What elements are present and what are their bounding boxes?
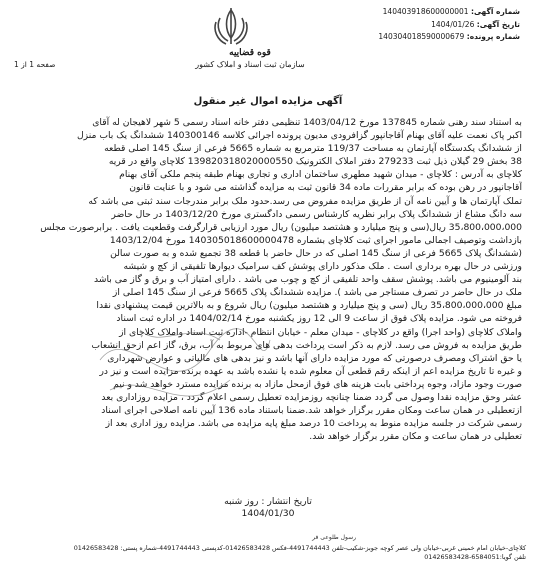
- body-line: مبلغ 35،800،000،000 ریال (سی و پنج میلیارد و هشتصد میلیون) ریال شروع و به بالاترین قیمت پیشنهادی نقدا: [96, 300, 522, 312]
- body-line: به استناد سند رهنی شماره 137845 مورخ 1403/04/12 تنظیمی دفتر خانه اسناد رسمی 5 شهر لاهیجان له آقای: [92, 117, 522, 128]
- footer-address: [10, 544, 526, 562]
- body-line: از ششدانگ یکدستگاه آپارتمان به مساحت 119/37 مترمربع به شماره 5665 فرعی از سنگ 145 اصلی قطعه: [104, 143, 522, 155]
- body-line: ازتعطیلی در همان ساعت ومکان مقرر برگزار خواهد شد.ضمنا باستناد ماده 136 آیین نامه اصلاحی اجرای اسناد: [101, 405, 522, 417]
- page-title: آگهی مزایده اموال غیر منقول: [193, 96, 343, 107]
- footer-line: کلاچای-خیابان امام خمینی غربی-خیابان ولی عصر کوچه جوبز-شکیب-تلفن 4491744443-فکس 01426583428-کدپستی 4491744443-شماره پستی: 01426583428: [73, 544, 526, 552]
- file-number-label: شماره پرونده:: [466, 32, 520, 41]
- body-line: یا حق اشتراک ومصرف درصورتی که مورد مزایده دارای آنها باشد و نیز بدهی های مالیاتی و عوارض شهرداری: [107, 352, 522, 364]
- publish-date-value: 1404/01/30: [241, 508, 295, 519]
- ad-metadata: [330, 6, 520, 44]
- ad-date-value: 1404/01/26: [431, 19, 475, 29]
- body-line: طریق مزایده به فروش می رسد. لازم به ذکر است پرداخت بدهی های مربوط به آب، برق، گاز اعم ازحق انشعاب: [91, 339, 522, 351]
- publish-date-label: تاریخ انتشار : روز شنبه: [224, 496, 312, 507]
- iran-emblem-icon: [208, 4, 254, 50]
- ad-number-value: 140403918600000001: [382, 7, 469, 16]
- body-line: واملاک کلاچای (واحد اجرا) واقع در کلاچای - میدان معلم - خیابان انتظام -اداره ثبت اسناد واملاک کلاچای از: [119, 326, 522, 338]
- publish-date: [0, 496, 536, 520]
- body-line: و غیره تا تاریخ مزایده اعم از اینکه رقم قطعی آن معلوم شده یا نشده باشد به عهده برنده مزایده است و نیز در: [99, 365, 522, 377]
- body-line: ملک در حال حاضر در تصرف مستاجر می باشد ). مزایده ششدانگ پلاک 5665 فرعی از سنگ 145 اصلی از: [112, 287, 522, 299]
- body-line: صورت وجود مازاد، وجوه پرداختی بابت هزینه های فوق ازمحل مازاد به برنده مزایده مسترد خواهد شد و نیم: [113, 378, 522, 390]
- org-subtitle: سازمان ثبت اسناد و املاک کشور: [195, 60, 305, 69]
- notice-body: [14, 116, 522, 443]
- body-line: سه دانگ مشاع از ششدانگ پلاک برابر نظریه کارشناس رسمی دادگستری مورخ 1403/12/20 در حال حاضر: [111, 208, 522, 220]
- body-line: بند آلومینیوم می باشد. پوشش سقف واحد تلفیقی از کچ و چوب می باشد . دارای امتیاز آب و برق و گاز می باشد: [93, 274, 522, 286]
- ad-date-label: تاریخ آگهی:: [476, 19, 520, 29]
- ad-number-label: شماره آگهی:: [470, 7, 520, 16]
- body-line: رسمی شرکت در جلسه مزایده منوط به پرداخت 10 درصد مبلغ پایه مزایده می باشد. مزایده روز اداری بعد از: [105, 418, 522, 430]
- org-name: قوه قضاییه: [229, 48, 271, 58]
- body-line: اکبر پاک نعمت علیه آقای بهنام آقاجانپور گزافرودی مدیون پرونده اجرائی کلاسه 140300146 ششدانگ یک باب منزل: [76, 130, 522, 142]
- ad-date-row: [330, 19, 520, 32]
- body-line: کلاچای به آدرس : کلاچای - میدان شهید مطهری ساختمان اداری و تجاری بهنام طبقه پنجم ملکی آقای بهنام: [119, 169, 522, 181]
- body-line: آقاجانپور در رهن بوده که برابر مقررات ماده 34 قانون ثبت به مزایده گذاشته می شود و با عنایت قانون: [129, 182, 522, 194]
- body-line: 38 بخش 29 گیلان ذیل ثبت 279233 دفتر املاک الکترونیک 139820318020000550 کلاچای واقع در قریه: [108, 156, 522, 168]
- body-line: (ششدانگ پلاک 5665 فرعی از سنگ 145 اصلی که در حال حاضر با قطعه 38 تجمیع شده و به صورت سالن: [110, 247, 522, 259]
- body-line: 35،800،000،000 ریال(سی و پنج میلیارد و هشتصد میلیون) ریال مورد ارزیابی قرارگرفت وقطعیت یافت . برابرصورت مجلس: [40, 221, 522, 233]
- body-line: فروخته می شود. مزایده پلاک فوق از ساعت 9 الی 12 روز یکشنبه مورخ 1404/02/14 در اداره ثبت اسناد: [116, 313, 522, 325]
- organization-header: [150, 48, 350, 70]
- body-line: بازداشت وتوصیف اجمالی مامور اجرای ثبت کلاچای بشماره 140305018600000478 مورخ 1403/12/04: [109, 234, 522, 246]
- body-line: ورزشی در حال بهره برداری است . ملک مذکور دارای پوشش کف سرامیک دیوارها تلفیقی از کچ و شیشه: [123, 261, 522, 273]
- file-number-value: 140304018590000679: [378, 32, 465, 41]
- page-number: صفحه 1 از 1: [14, 60, 56, 69]
- body-line: تعطیلی در همان ساعت و مکان مقرر برگزار خواهد شد.: [309, 431, 522, 443]
- signature-name: رسول طلوعی فر: [312, 534, 356, 541]
- file-number-row: [330, 31, 520, 44]
- ad-number-row: [330, 6, 520, 19]
- body-line: عشر وحق مزایده نقدا وصول می گردد ضمنا چنانچه روزمزایده تعطیل رسمی اعلام گردد ، مزایده روزاداری بعد: [101, 391, 522, 403]
- body-line: تملک آپارتمان ها و آیین نامه آن از طریق مزایده مفروض می رسد.حدود ملک برابر مندرجات سند ثبتی می باشد که: [88, 195, 522, 207]
- footer-line: تلفن گویا:6584051-01426583428: [424, 553, 526, 561]
